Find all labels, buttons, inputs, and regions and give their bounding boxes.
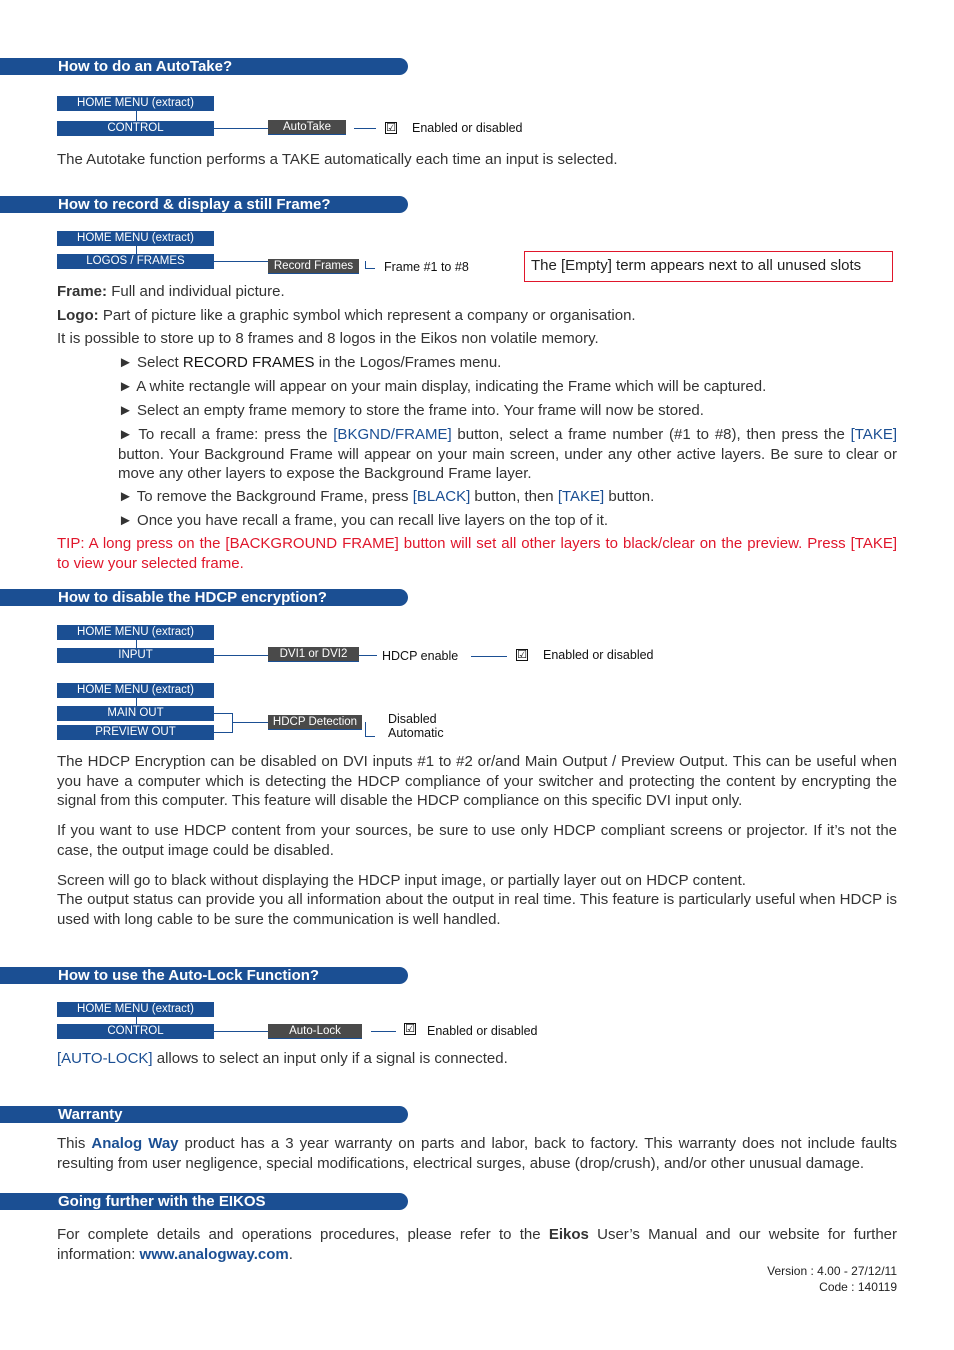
take-keyword: [TAKE] bbox=[557, 488, 605, 505]
menu-main-out-box: MAIN OUT bbox=[57, 706, 214, 721]
further-text-part: User’s Manual and our website for further information: bbox=[57, 1226, 897, 1263]
connector-line bbox=[365, 722, 366, 736]
connector-line bbox=[136, 111, 137, 121]
connector-line bbox=[365, 268, 375, 269]
bullet-text: To recall a frame: press the bbox=[132, 426, 334, 443]
connector-line bbox=[214, 713, 232, 714]
code-label: Code : 140119 bbox=[819, 1280, 897, 1294]
bullet-text: button, then bbox=[470, 488, 558, 505]
frame-label: Frame: bbox=[57, 283, 108, 300]
warranty-text-part: This bbox=[57, 1135, 92, 1152]
bullet-text: button. bbox=[604, 488, 655, 505]
hdcp-paragraph-2: If you want to use HDCP content from your sources, be sure to use only HDCP compliant screens or projector. If it’s not the case, the output image could be disabled. bbox=[57, 822, 897, 859]
autolock-description bbox=[57, 1049, 897, 1069]
frame-range-label: Frame #1 to #8 bbox=[384, 260, 469, 274]
connector-line bbox=[136, 246, 137, 254]
bullet-item bbox=[118, 353, 897, 373]
further-text bbox=[57, 1225, 897, 1264]
option-record-frames: Record Frames bbox=[268, 259, 359, 274]
bullet-item bbox=[118, 487, 897, 507]
tip-text: TIP: A long press on the [BACKGROUND FRAME] button will set all other layers to black/clear on the preview. Press [TAKE] to view your selected frame. bbox=[57, 535, 897, 572]
menu-home-box: HOME MENU (extract) bbox=[57, 625, 214, 640]
arrow-icon: ► bbox=[118, 354, 133, 371]
connector-line bbox=[136, 698, 137, 706]
bullet-item bbox=[118, 511, 897, 531]
storage-text: It is possible to store up to 8 frames and 8 logos in the Eikos non volatile memory. bbox=[57, 330, 599, 347]
bullet-text: Once you have recall a frame, you can recall live layers on the top of it. bbox=[132, 512, 609, 529]
autolock-keyword: [AUTO-LOCK] bbox=[57, 1050, 153, 1067]
arrow-icon: ► bbox=[118, 378, 133, 395]
connector-line bbox=[359, 655, 377, 656]
state-label: Enabled or disabled bbox=[427, 1024, 538, 1038]
website-link[interactable]: www.analogway.com bbox=[139, 1245, 289, 1263]
bullet-text: Select bbox=[132, 354, 183, 371]
checkbox-icon: ☑ bbox=[386, 122, 396, 134]
connector-line bbox=[214, 261, 268, 262]
connector-line bbox=[232, 722, 268, 723]
menu-home-box: HOME MENU (extract) bbox=[57, 683, 214, 698]
empty-slot-note: The [Empty] term appears next to all unused slots bbox=[524, 251, 893, 282]
autotake-description: The Autotake function performs a TAKE automatically each time an input is selected. bbox=[57, 151, 618, 168]
warranty-text bbox=[57, 1134, 897, 1173]
logo-label: Logo: bbox=[57, 307, 99, 324]
menu-home-box: HOME MENU (extract) bbox=[57, 96, 214, 111]
frame-definition bbox=[57, 282, 897, 302]
connector-line bbox=[214, 1031, 268, 1032]
connector-line bbox=[365, 736, 375, 737]
hdcp-paragraph-1: The HDCP Encryption can be disabled on DVI inputs #1 to #2 or/and Main Output / Preview Output. This can be useful when you have a computer which is detecting the HDCP compliance of your switcher and protecting the content by encrypting the signal from this computer. This feature will disable the HDCP compliance on this specific DVI input only. bbox=[57, 753, 897, 809]
bullet-keyword: RECORD FRAMES bbox=[182, 354, 315, 371]
bullet-text: button, select a frame number (#1 to #8), then press the bbox=[451, 426, 851, 443]
connector-line bbox=[214, 128, 268, 129]
arrow-icon: ► bbox=[118, 488, 133, 505]
section-header-autotake: How to do an AutoTake? bbox=[0, 58, 408, 75]
menu-preview-out-box: PREVIEW OUT bbox=[57, 725, 214, 740]
warranty-text-part: product has a 3 year warranty on parts and labor, back to factory. This warranty does not include faults resulting from user negligence, special modifications, electrical surges, abuse (drop/crush), and/or other unusual damage. bbox=[57, 1135, 897, 1172]
bullet-item bbox=[118, 377, 897, 397]
option-hdcp-detection: HDCP Detection bbox=[268, 715, 362, 730]
menu-input-box: INPUT bbox=[57, 648, 214, 663]
connector-line bbox=[136, 640, 137, 648]
section-header-autolock: How to use the Auto-Lock Function? bbox=[0, 967, 408, 984]
menu-home-box: HOME MENU (extract) bbox=[57, 1002, 214, 1017]
bullet-text: in the Logos/Frames menu. bbox=[314, 354, 502, 371]
bullet-item bbox=[118, 425, 897, 484]
connector-line bbox=[371, 1031, 396, 1032]
autolock-text: allows to select an input only if a signal is connected. bbox=[152, 1050, 508, 1067]
value-disabled: Disabled bbox=[388, 712, 437, 726]
hdcp-enable-label: HDCP enable bbox=[382, 649, 459, 663]
connector-line bbox=[232, 713, 233, 733]
option-dvi: DVI1 or DVI2 bbox=[268, 647, 359, 662]
menu-logos-frames-box: LOGOS / FRAMES bbox=[57, 254, 214, 269]
bullet-text: To remove the Background Frame, press bbox=[132, 488, 413, 505]
checkbox-icon: ☑ bbox=[517, 649, 527, 661]
value-automatic: Automatic bbox=[388, 726, 444, 740]
version-label: Version : 4.00 - 27/12/11 bbox=[767, 1264, 897, 1278]
frame-text: Full and individual picture. bbox=[107, 283, 285, 300]
arrow-icon: ► bbox=[118, 426, 133, 443]
menu-home-box: HOME MENU (extract) bbox=[57, 231, 214, 246]
arrow-icon: ► bbox=[118, 402, 133, 419]
option-autotake: AutoTake bbox=[268, 120, 346, 135]
checkbox-icon: ☑ bbox=[405, 1023, 415, 1035]
logo-definition bbox=[57, 306, 897, 326]
black-keyword: [BLACK] bbox=[412, 488, 471, 505]
hdcp-paragraph-4: The output status can provide you all information about the output in real time. This feature is particularly useful when HDCP is used with long cable to be sure the communication is well handled. bbox=[57, 891, 897, 928]
further-text-part: For complete details and operations procedures, please refer to the bbox=[57, 1226, 549, 1243]
connector-line bbox=[214, 732, 232, 733]
bullet-item bbox=[118, 401, 897, 421]
hdcp-paragraph-3: Screen will go to black without displaying the HDCP input image, or partially layer out on HDCP content. bbox=[57, 872, 746, 889]
section-header-still-frame: How to record & display a still Frame? bbox=[0, 196, 408, 213]
connector-line bbox=[214, 655, 268, 656]
section-header-going-further: Going further with the EIKOS bbox=[0, 1193, 408, 1210]
bullet-text: A white rectangle will appear on your main display, indicating the Frame which will be captured. bbox=[132, 378, 767, 395]
bullet-text: button. Your Background Frame will appear on your main screen, under any other active layers. Be sure to clear or move any other layers to expose the Background Frame layer. bbox=[118, 445, 897, 482]
arrow-icon: ► bbox=[118, 512, 133, 529]
connector-line bbox=[354, 128, 376, 129]
further-text-part: . bbox=[288, 1245, 293, 1263]
take-keyword: [TAKE] bbox=[850, 426, 897, 443]
brand-name: Analog Way bbox=[91, 1135, 179, 1152]
logo-text: Part of picture like a graphic symbol which represent a company or organisation. bbox=[98, 307, 636, 324]
product-name: Eikos bbox=[548, 1226, 589, 1243]
menu-control-box: CONTROL bbox=[57, 1024, 214, 1039]
state-label: Enabled or disabled bbox=[412, 121, 523, 135]
section-header-hdcp: How to disable the HDCP encryption? bbox=[0, 589, 408, 606]
footer bbox=[767, 1263, 897, 1295]
connector-line bbox=[136, 1017, 137, 1024]
section-header-warranty: Warranty bbox=[0, 1106, 408, 1123]
menu-control-box: CONTROL bbox=[57, 121, 214, 136]
bullet-text: Select an empty frame memory to store the frame into. Your frame will now be stored. bbox=[132, 402, 704, 419]
state-label: Enabled or disabled bbox=[543, 648, 654, 662]
bkgnd-frame-keyword: [BKGND/FRAME] bbox=[333, 426, 452, 443]
option-auto-lock: Auto-Lock bbox=[268, 1024, 362, 1039]
connector-line bbox=[471, 656, 507, 657]
